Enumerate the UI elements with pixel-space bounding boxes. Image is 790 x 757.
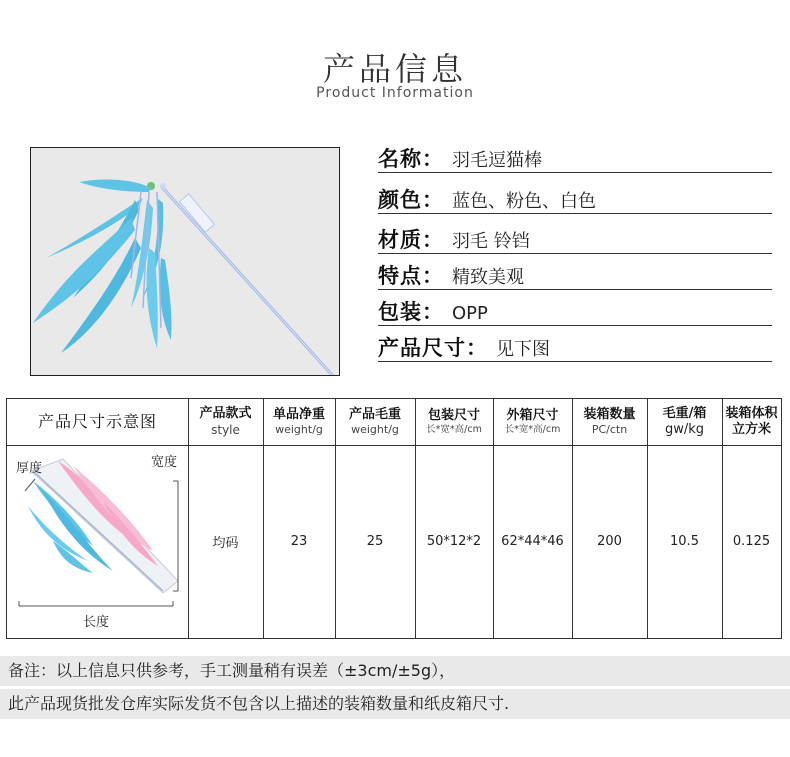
diagram-label-thickness: 厚度 xyxy=(16,461,43,476)
header-style: 产品款式 style xyxy=(199,406,252,437)
spec-material: 材质： 羽毛 铃铛 xyxy=(378,224,772,254)
cell-carton-size: 62*44*46 xyxy=(501,534,564,549)
spec-size: 产品尺寸： 见下图 xyxy=(378,332,772,362)
spec-name: 名称： 羽毛逗猫棒 xyxy=(378,143,772,173)
header-diagram: 产品尺寸示意图 xyxy=(37,412,157,431)
spec-color: 颜色： 蓝色、粉色、白色 xyxy=(378,184,772,214)
cell-net-weight: 23 xyxy=(290,534,308,549)
header-net-weight: 单品净重 weight/g xyxy=(272,407,325,437)
package-diagram-image xyxy=(13,451,183,631)
cell-carton-weight: 10.5 xyxy=(670,534,699,549)
header-carton-size: 外箱尺寸 长*宽*高/cm xyxy=(504,407,561,436)
size-table xyxy=(6,398,782,639)
cell-package-size: 50*12*2 xyxy=(426,534,482,549)
page-subtitle: Product Information xyxy=(316,85,474,101)
feather-wand-image xyxy=(31,148,340,376)
header-package-size: 包装尺寸 长*宽*高/cm xyxy=(426,407,482,436)
cell-carton-qty: 200 xyxy=(597,534,622,549)
page-title: 产品信息 xyxy=(322,50,467,88)
header-carton-volume: 装箱体积 立方米 xyxy=(725,405,778,437)
header-carton-qty: 装箱数量 PC/ctn xyxy=(583,407,636,437)
product-photo xyxy=(30,147,340,376)
cell-style: 均码 xyxy=(212,536,239,551)
spec-feature: 特点： 精致美观 xyxy=(378,260,772,290)
cell-carton-volume: 0.125 xyxy=(732,534,771,549)
header-gross-weight: 产品毛重 weight/g xyxy=(348,407,401,437)
note-line-1: 备注：以上信息只供参考，手工测量稍有误差（±3cm/±5g）， xyxy=(0,656,790,686)
header-carton-weight: 毛重/箱 gw/kg xyxy=(662,405,707,437)
note-line-2: 此产品现货批发仓库实际发货不包含以上描述的装箱数量和纸皮箱尺寸. xyxy=(0,689,790,719)
diagram-label-width: 宽度 xyxy=(151,455,178,470)
size-diagram xyxy=(13,451,183,631)
spec-packaging: 包装： OPP xyxy=(378,296,772,326)
diagram-label-length: 长度 xyxy=(83,615,110,630)
cell-gross-weight: 25 xyxy=(366,534,384,549)
